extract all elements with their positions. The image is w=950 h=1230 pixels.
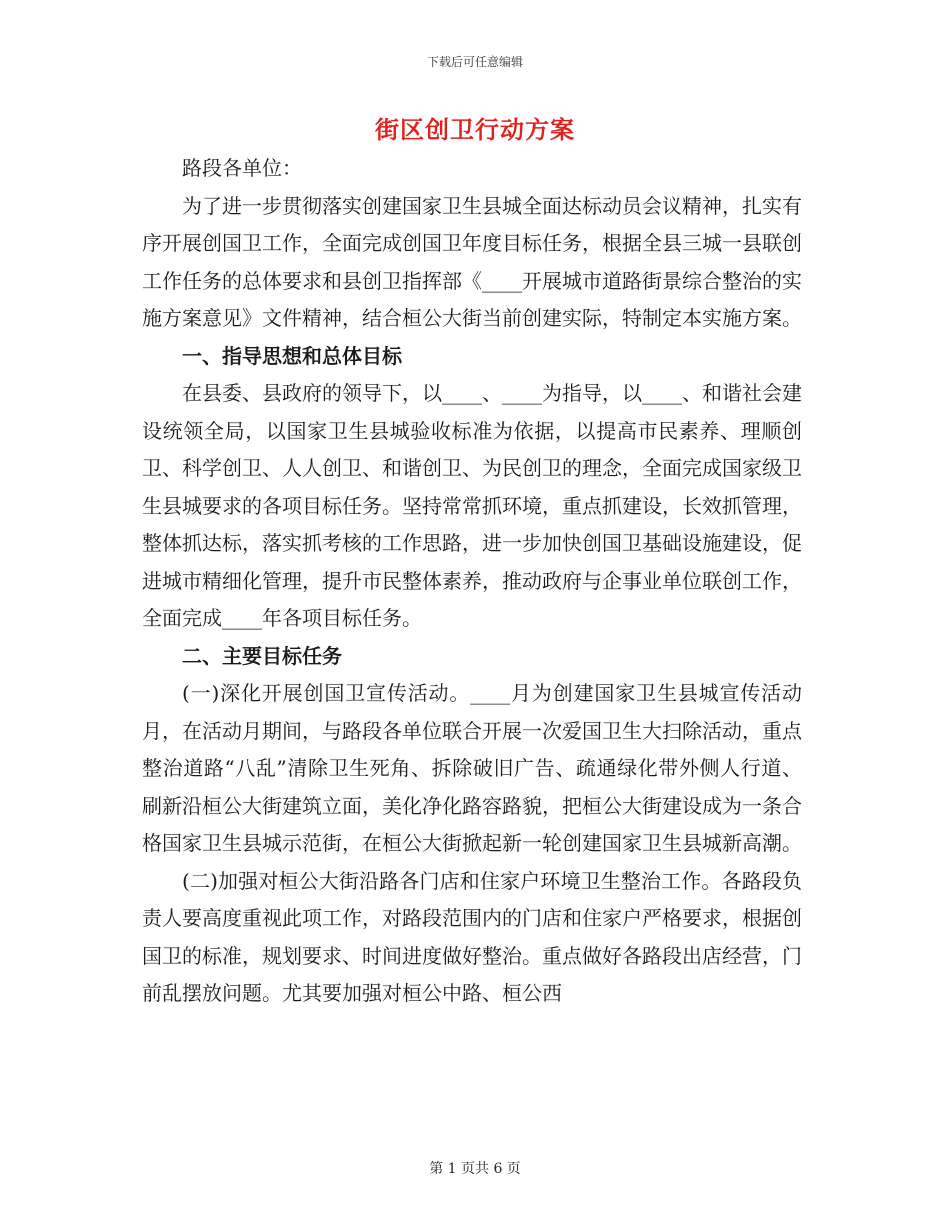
section-heading-1: 一、指导思想和总体目标: [182, 343, 402, 368]
document-title: 街区创卫行动方案: [375, 115, 575, 144]
header-note: 下载后可任意编辑: [426, 55, 523, 69]
document-body: [142, 150, 802, 1013]
section-heading-2: 二、主要目标任务: [182, 643, 342, 668]
task-item-1: (一)深化开展创国卫宣传活动。____月为创建国家卫生县城宣传活动月，在活动月期间，与路段各单位联合开展一次爱国卫生大扫除活动，重点整治道路“八乱”清除卫生死角、拆除破旧广告、疏通绿化带外侧人行道、刷新沿桓公大街建筑立面，美化净化路容路貌，把桓公大街建设成为一条合格国家卫生县城示范街，在桓公大街掀起新一轮创建国家卫生县城新高潮。: [142, 681, 802, 855]
section-1-paragraph: 在县委、县政府的领导下，以____、____为指导，以____、和谐社会建设统领全局，以国家卫生县城验收标准为依据，以提高市民素养、理顺创卫、科学创卫、人人创卫、和谐创卫、为民创卫的理念，全面完成国家级卫生县城要求的各项目标任务。坚持常常抓环境，重点抓建设，长效抓管理，整体抓达标，落实抓考核的工作思路，进一步加快创国卫基础设施建设，促进城市精细化管理，提升市民整体素养，推动政府与企事业单位联创工作，全面完成____年各项目标任务。: [142, 381, 802, 630]
intro-paragraph: 为了进一步贯彻落实创建国家卫生县城全面达标动员会议精神，扎实有序开展创国卫工作，全面完成创国卫年度目标任务，根据全县三城一县联创工作任务的总体要求和县创卫指挥部《____开展城市道路街景综合整治的实施方案意见》文件精神，结合桓公大街当前创建实际，特制定本实施方案。: [142, 193, 802, 330]
salutation: 路段各单位：: [182, 156, 302, 180]
task-item-2: (二)加强对桓公大街沿路各门店和住家户环境卫生整治工作。各路段负责人要高度重视此项工作，对路段范围内的门店和住家户严格要求，根据创国卫的标准，规划要求、时间进度做好整治。重点做好各路段出店经营，门前乱摆放问题。尤其要加强对桓公中路、桓公西: [142, 868, 802, 1005]
page-footer: 第 1 页共 6 页: [429, 1161, 521, 1177]
